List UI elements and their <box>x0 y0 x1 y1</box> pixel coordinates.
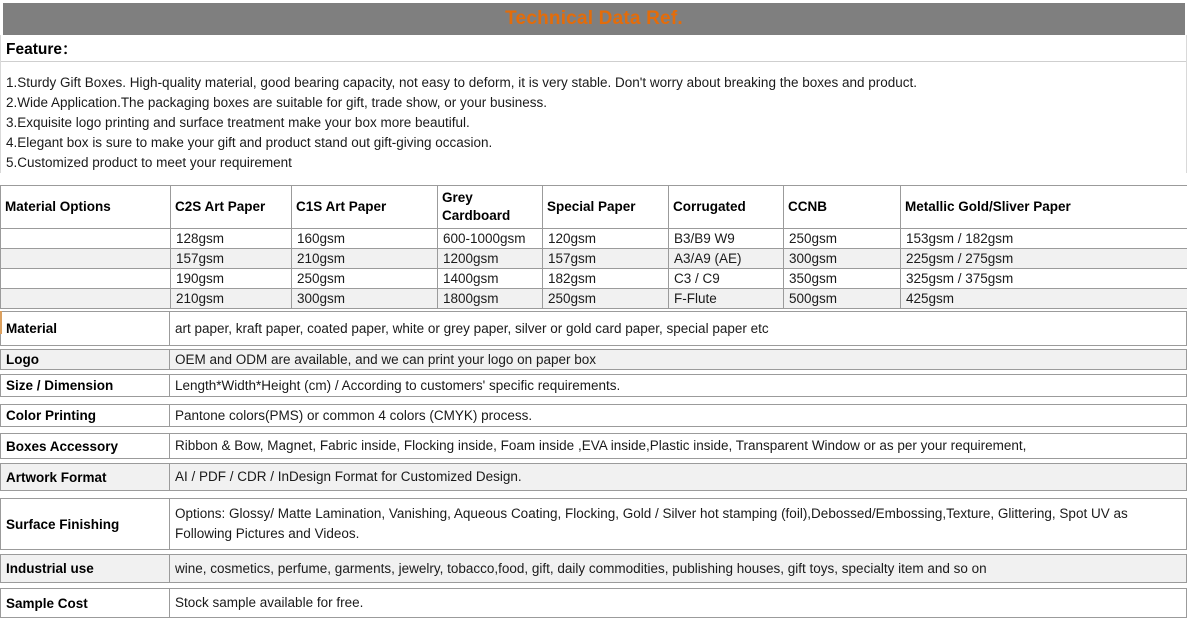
spec-cell: 300gsm <box>784 249 901 269</box>
spec-cell: 250gsm <box>784 229 901 249</box>
spec-value: Stock sample available for free. <box>170 589 1186 617</box>
spec-cell: B3/B9 W9 <box>669 229 784 249</box>
spec-cell: 250gsm <box>292 269 438 289</box>
spec-cell: 225gsm / 275gsm <box>901 249 1187 269</box>
spec-cell: 153gsm / 182gsm <box>901 229 1187 249</box>
spec-cell: 128gsm <box>171 229 292 249</box>
spec-label: Logo <box>1 350 170 369</box>
spec-row-size-dimension <box>0 374 1187 397</box>
material-options-table <box>0 185 1187 309</box>
spec-row-color-printing <box>0 404 1187 427</box>
spec-cell: 1800gsm <box>438 289 543 309</box>
spec-cell: A3/A9 (AE) <box>669 249 784 269</box>
spec-label: Surface Finishing <box>1 499 170 549</box>
spec-row-industrial-use <box>0 554 1187 583</box>
feature-heading: Feature： <box>1 35 1186 62</box>
spec-value: Options: Glossy/ Matte Lamination, Vanishing, Aqueous Coating, Flocking, Gold / Silver hot stamping (foil),Debossed/Embossing,Texture, Glittering, Spot UV as Following Pictures and Videos. <box>170 499 1186 549</box>
title-banner <box>3 3 1185 35</box>
spec-cell: 500gsm <box>784 289 901 309</box>
spec-cell: C3 / C9 <box>669 269 784 289</box>
spec-row-material <box>0 311 1187 346</box>
spec-cell: 157gsm <box>171 249 292 269</box>
specification-details <box>0 311 1187 618</box>
spec-cell <box>1 289 171 309</box>
spec-cell: 210gsm <box>171 289 292 309</box>
spec-cell: 1400gsm <box>438 269 543 289</box>
spec-cell: 182gsm <box>543 269 669 289</box>
column-header-special-paper: Special Paper <box>543 186 669 229</box>
spec-label: Sample Cost <box>1 589 170 617</box>
spec-cell: 157gsm <box>543 249 669 269</box>
spec-cell: 250gsm <box>543 289 669 309</box>
spec-value: Length*Width*Height (cm) / According to customers' specific requirements. <box>170 375 1186 396</box>
spec-label: Boxes Accessory <box>1 434 170 458</box>
spec-cell: 190gsm <box>171 269 292 289</box>
table-header-row <box>1 186 1187 229</box>
spec-label: Size / Dimension <box>1 375 170 396</box>
spec-cell: 425gsm <box>901 289 1187 309</box>
spec-cell: 160gsm <box>292 229 438 249</box>
spec-cell <box>1 249 171 269</box>
column-header-c1s-art-paper: C1S Art Paper <box>292 186 438 229</box>
spec-value: art paper, kraft paper, coated paper, white or grey paper, silver or gold card paper, special paper etc <box>170 312 1186 345</box>
table-row <box>1 229 1187 249</box>
spec-label: Material <box>1 312 170 345</box>
spec-label: Artwork Format <box>1 464 170 490</box>
spec-row-boxes-accessory <box>0 433 1187 459</box>
spec-row-logo <box>0 349 1187 370</box>
feature-item: 2.Wide Application.The packaging boxes are suitable for gift, trade show, or your business. <box>6 93 1180 113</box>
spec-value: Pantone colors(PMS) or common 4 colors (CMYK) process. <box>170 405 1186 426</box>
column-header-metallic-paper: Metallic Gold/Sliver Paper <box>901 186 1187 229</box>
spec-cell: 1200gsm <box>438 249 543 269</box>
spec-value: AI / PDF / CDR / InDesign Format for Customized Design. <box>170 464 1186 490</box>
spec-cell: 210gsm <box>292 249 438 269</box>
spec-cell <box>1 229 171 249</box>
feature-section <box>0 35 1187 173</box>
spec-label: Industrial use <box>1 555 170 582</box>
page-title: Technical Data Ref. <box>505 8 683 30</box>
table-row <box>1 249 1187 269</box>
spec-cell: F-Flute <box>669 289 784 309</box>
column-header-ccnb: CCNB <box>784 186 901 229</box>
spec-row-artwork-format <box>0 463 1187 491</box>
feature-item: 1.Sturdy Gift Boxes. High-quality material, good bearing capacity, not easy to deform, it is very stable. Don't worry about breaking the boxes and product. <box>6 73 1180 93</box>
feature-item: 4.Elegant box is sure to make your gift and product stand out gift-giving occasion. <box>6 133 1180 153</box>
spec-value: OEM and ODM are available, and we can print your logo on paper box <box>170 350 1186 369</box>
spec-cell <box>1 269 171 289</box>
table-row <box>1 269 1187 289</box>
table-row <box>1 289 1187 309</box>
spec-row-sample-cost <box>0 588 1187 618</box>
spec-cell: 325gsm / 375gsm <box>901 269 1187 289</box>
column-header-c2s-art-paper: C2S Art Paper <box>171 186 292 229</box>
spec-value: Ribbon & Bow, Magnet, Fabric inside, Flocking inside, Foam inside ,EVA inside,Plastic inside, Transparent Window or as per your requirement, <box>170 434 1186 458</box>
column-header-material-options: Material Options <box>1 186 171 229</box>
spec-value: wine, cosmetics, perfume, garments, jewelry, tobacco,food, gift, daily commodities, publishing houses, gift toys, specialty item and so on <box>170 555 1186 582</box>
feature-item: 3.Exquisite logo printing and surface treatment make your box more beautiful. <box>6 113 1180 133</box>
spec-cell: 350gsm <box>784 269 901 289</box>
spec-row-surface-finishing <box>0 498 1187 550</box>
spec-cell: 120gsm <box>543 229 669 249</box>
spec-cell: 600-1000gsm <box>438 229 543 249</box>
spec-cell: 300gsm <box>292 289 438 309</box>
spec-label: Color Printing <box>1 405 170 426</box>
feature-list <box>1 62 1186 173</box>
column-header-corrugated: Corrugated <box>669 186 784 229</box>
feature-item: 5.Customized product to meet your requirement <box>6 153 1180 173</box>
column-header-grey-cardboard: Grey Cardboard <box>438 186 543 229</box>
